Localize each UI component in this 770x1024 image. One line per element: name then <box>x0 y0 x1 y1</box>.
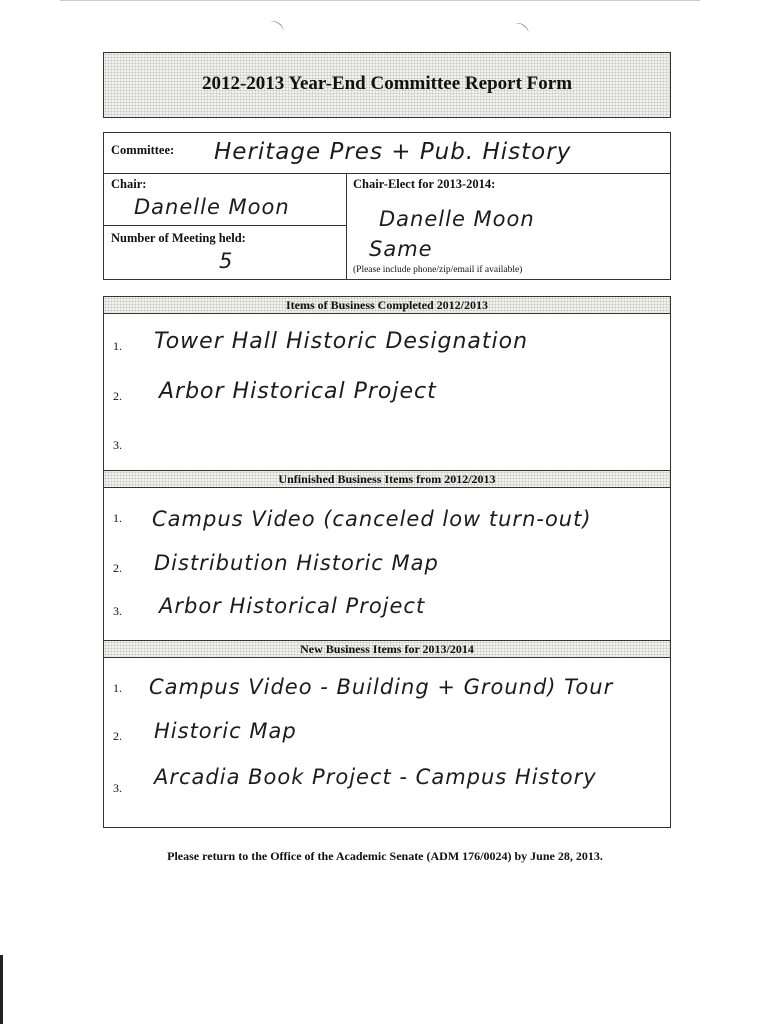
form-title: 2012-2013 Year-End Committee Report Form <box>201 73 573 94</box>
unfinished-header: Unfinished Business Items from 2012/2013 <box>104 470 670 488</box>
scan-edge <box>0 955 3 1024</box>
divider <box>346 173 347 279</box>
list-item-number: 1. <box>113 339 122 353</box>
committee-label: Committee: <box>111 143 175 157</box>
list-item: Arcadia Book Project - Campus History <box>154 765 597 789</box>
chair-elect-hint: (Please include phone/zip/email if available) <box>353 265 523 275</box>
chair-elect-note: Same <box>369 237 433 261</box>
divider <box>104 173 670 174</box>
committee-value: Heritage Pres + Pub. History <box>214 139 572 165</box>
business-section <box>103 296 671 828</box>
scan-mark <box>511 20 530 38</box>
list-item: Arbor Historical Project <box>159 379 437 404</box>
list-item-number: 3. <box>113 438 122 452</box>
list-item: Historic Map <box>154 719 297 743</box>
committee-section <box>103 132 671 280</box>
list-item: Arbor Historical Project <box>159 594 426 618</box>
list-item: Distribution Historic Map <box>154 551 439 575</box>
scan-mark <box>266 18 285 36</box>
list-item-number: 2. <box>113 729 122 743</box>
chair-elect-value: Danelle Moon <box>379 207 535 231</box>
list-item: Tower Hall Historic Designation <box>154 329 529 354</box>
list-item-number: 2. <box>113 389 122 403</box>
meetings-label: Number of Meeting held: <box>111 231 246 245</box>
list-item-number: 1. <box>113 511 122 525</box>
list-item-number: 3. <box>113 781 122 795</box>
chair-label: Chair: <box>111 177 147 191</box>
list-item: Campus Video - Building + Ground) Tour <box>149 675 614 699</box>
list-item-number: 1. <box>113 681 122 695</box>
list-item-number: 3. <box>113 604 122 618</box>
completed-header: Items of Business Completed 2012/2013 <box>104 297 670 314</box>
new-business-header: New Business Items for 2013/2014 <box>104 640 670 658</box>
chair-elect-label: Chair-Elect for 2013-2014: <box>353 177 496 191</box>
list-item-number: 2. <box>113 561 122 575</box>
meetings-value: 5 <box>219 249 234 273</box>
form-header <box>103 52 671 118</box>
return-instructions: Please return to the Office of the Academic Senate (ADM 176/0024) by June 28, 2013. <box>167 849 603 863</box>
page-top-edge <box>60 0 700 1</box>
chair-value: Danelle Moon <box>134 195 290 219</box>
divider <box>104 225 346 226</box>
list-item: Campus Video (canceled low turn-out) <box>152 507 592 531</box>
